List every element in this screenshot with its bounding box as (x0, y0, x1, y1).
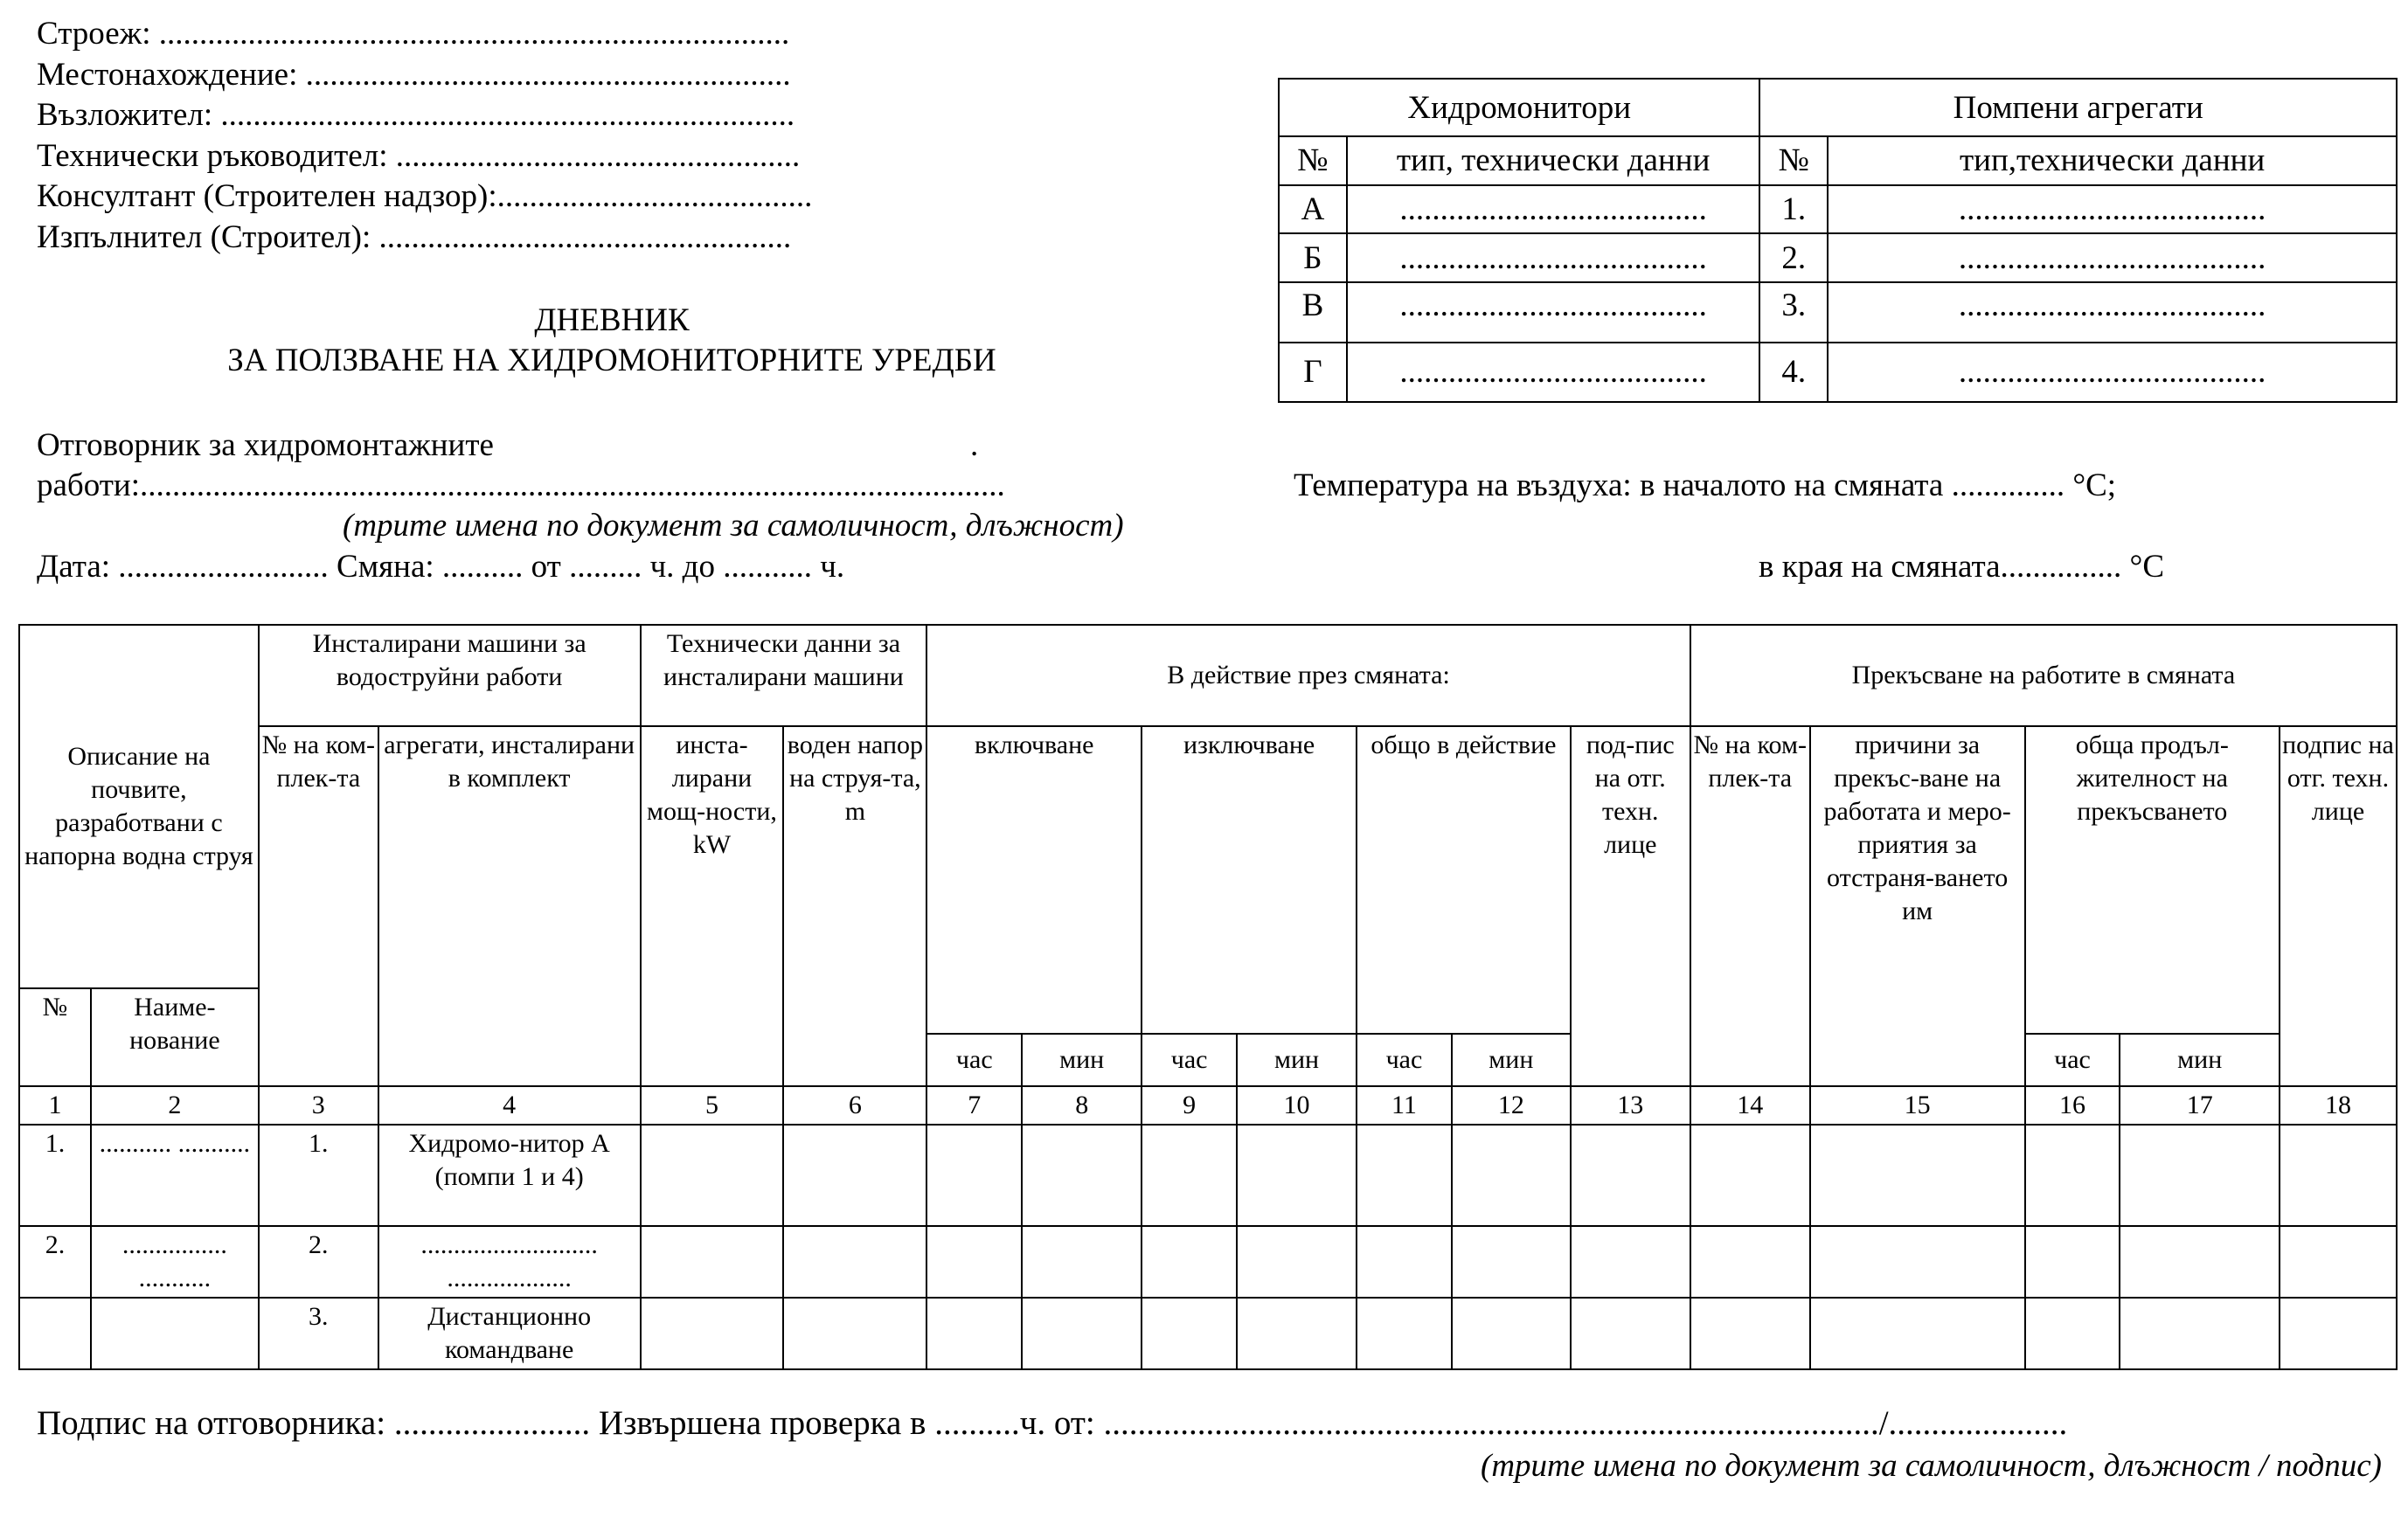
column-number: 13 (1571, 1086, 1690, 1125)
col-power: инста-лирани мощ-ности, kW (641, 726, 784, 1086)
column-number: 17 (2120, 1086, 2280, 1125)
column-number: 7 (926, 1086, 1022, 1125)
col-action-header: В действие през смяната: (926, 625, 1690, 726)
col-hour: час (926, 1034, 1022, 1086)
machines-group-pumps: Помпени агрегати (1759, 79, 2397, 136)
column-number: 10 (1237, 1086, 1357, 1125)
footer-signature-line: Подпис на отговорника: ....................... Извършена проверка в ..........ч. от: .........................................................................................../..................... (37, 1404, 2068, 1442)
machines-row (1279, 282, 2397, 342)
machines-cell: ...................................... (1828, 185, 2397, 233)
col-tech-header: Технически данни за инсталирани машини (641, 625, 927, 726)
column-number: 9 (1142, 1086, 1237, 1125)
responsible-dot: . (970, 427, 979, 463)
machines-group-monitors: Хидромонитори (1279, 79, 1759, 136)
column-number-row (19, 1086, 2397, 1125)
cell-no: 2. (19, 1226, 91, 1298)
machines-cell: ...................................... (1347, 343, 1760, 402)
col-reasons: причини за прекъс-ване на работата и меро-приятия за отстраня-ването им (1810, 726, 2025, 1086)
column-number: 16 (2025, 1086, 2120, 1125)
col-sign: под-пис на отг. техн. лице (1571, 726, 1690, 1086)
cell-set-no: 2. (259, 1226, 378, 1298)
cell-set-no: 3. (259, 1298, 378, 1369)
machines-cell: В (1279, 282, 1347, 342)
machines-cell: 3. (1759, 282, 1828, 342)
cell-set-no: 1. (259, 1125, 378, 1226)
col-no: № (19, 988, 91, 1086)
responsible-line2: работи:........................................................................................................... (37, 468, 1005, 503)
machines-cell: ...................................... (1828, 343, 2397, 402)
cell-aggregates: Хидромо-нитор А (помпи 1 и 4) (378, 1125, 641, 1226)
footer-hint: (трите имена по документ за самоличност, длъжност / подпис) (1481, 1448, 2382, 1484)
machines-cell: ...................................... (1347, 233, 1760, 282)
machines-cell: 4. (1759, 343, 1828, 402)
col-on: включване (926, 726, 1142, 1034)
col-total: общо в действие (1357, 726, 1571, 1034)
machines-row (1279, 343, 2397, 402)
col-head: воден напор на струя-та, m (783, 726, 926, 1086)
col-stop-header: Прекъсване на работите в смяната (1690, 625, 2397, 726)
header-line-assignor: Възложител: ....................................................................... (37, 97, 795, 133)
cell-aggregates: ........................... ................... (378, 1226, 641, 1298)
machines-cell: ...................................... (1347, 282, 1760, 342)
machines-cell: ...................................... (1347, 185, 1760, 233)
machines-col-spec: тип, технически данни (1347, 136, 1760, 184)
col-hour: час (2025, 1034, 2120, 1086)
machines-cell: ...................................... (1828, 233, 2397, 282)
machines-cell: 1. (1759, 185, 1828, 233)
column-number: 11 (1357, 1086, 1452, 1125)
machines-col-no: № (1759, 136, 1828, 184)
table-row (19, 1125, 2397, 1226)
responsible-line1: Отговорник за хидромонтажните (37, 427, 494, 463)
column-number: 6 (783, 1086, 926, 1125)
col-min: мин (1022, 1034, 1142, 1086)
temperature-end: в края на смяната............... °C (1759, 549, 2164, 585)
doc-title (0, 301, 1224, 381)
header-line-location: Местонахождение: ............................................................ (37, 56, 791, 93)
col-duration: обща продъл-жителност на прекъсването (2025, 726, 2280, 1034)
machines-cell: ...................................... (1828, 282, 2397, 342)
col-min: мин (1452, 1034, 1571, 1086)
doc-title-line1: ДНЕВНИК (534, 302, 690, 338)
column-number: 3 (259, 1086, 378, 1125)
col-min: мин (2120, 1034, 2280, 1086)
machines-table (1278, 78, 2398, 403)
col-hour: час (1357, 1034, 1452, 1086)
column-number: 18 (2280, 1086, 2397, 1125)
col-stop-no: № на ком-плек-та (1690, 726, 1810, 1086)
col-soil-header: Описание на почвите, разработвани с напорна водна струя (19, 625, 259, 988)
column-number: 5 (641, 1086, 784, 1125)
col-aggregates: агрегати, инсталирани в комплект (378, 726, 641, 1086)
machines-cell: Г (1279, 343, 1347, 402)
column-number: 1 (19, 1086, 91, 1125)
column-number: 8 (1022, 1086, 1142, 1125)
col-sign2: подпис на отг. техн. лице (2280, 726, 2397, 1086)
column-number: 15 (1810, 1086, 2025, 1125)
cell-name: ................ ........... (91, 1226, 259, 1298)
col-set-no: № на ком-плек-та (259, 726, 378, 1086)
table-row (19, 1226, 2397, 1298)
col-hour: час (1142, 1034, 1237, 1086)
cell-no (19, 1298, 91, 1369)
cell-no: 1. (19, 1125, 91, 1226)
header-line-consultant: Консултант (Строителен надзор):....................................... (37, 178, 813, 214)
machines-row (1279, 233, 2397, 282)
machines-cell: А (1279, 185, 1347, 233)
column-number: 4 (378, 1086, 641, 1125)
machines-row (1279, 185, 2397, 233)
col-off: изключване (1142, 726, 1357, 1034)
temperature-start: Температура на въздуха: в началото на смяната .............. °C; (1294, 468, 2117, 503)
column-number: 2 (91, 1086, 259, 1125)
cell-name (91, 1298, 259, 1369)
cell-aggregates: Дистанционно командване (378, 1298, 641, 1369)
col-name: Наиме-нование (91, 988, 259, 1086)
column-number: 12 (1452, 1086, 1571, 1125)
machines-cell: Б (1279, 233, 1347, 282)
col-min: мин (1237, 1034, 1357, 1086)
shift-line: Дата: .......................... Смяна: .......... от ......... ч. до ........... ч. (37, 549, 845, 585)
table-row (19, 1298, 2397, 1369)
machines-col-no: № (1279, 136, 1347, 184)
column-number: 14 (1690, 1086, 1810, 1125)
responsible-hint: (трите имена по документ за самоличност, длъжност) (343, 508, 1124, 544)
header-line-tech-manager: Технически ръководител: .................................................. (37, 137, 801, 174)
machines-col-spec: тип,технически данни (1828, 136, 2397, 184)
header-line-contractor: Изпълнител (Строител): ................................................... (37, 218, 792, 255)
journal-table (18, 624, 2398, 1370)
cell-name: ........... ........... (91, 1125, 259, 1226)
col-installed-header: Инсталирани машини за водоструйни работи (259, 625, 641, 726)
object-header (37, 14, 812, 258)
machines-cell: 2. (1759, 233, 1828, 282)
header-line-construction: Строеж: .............................................................................. (37, 16, 790, 52)
doc-title-line2: ЗА ПОЛЗВАНЕ НА ХИДРОМОНИТОРНИТЕ УРЕДБИ (227, 343, 996, 378)
